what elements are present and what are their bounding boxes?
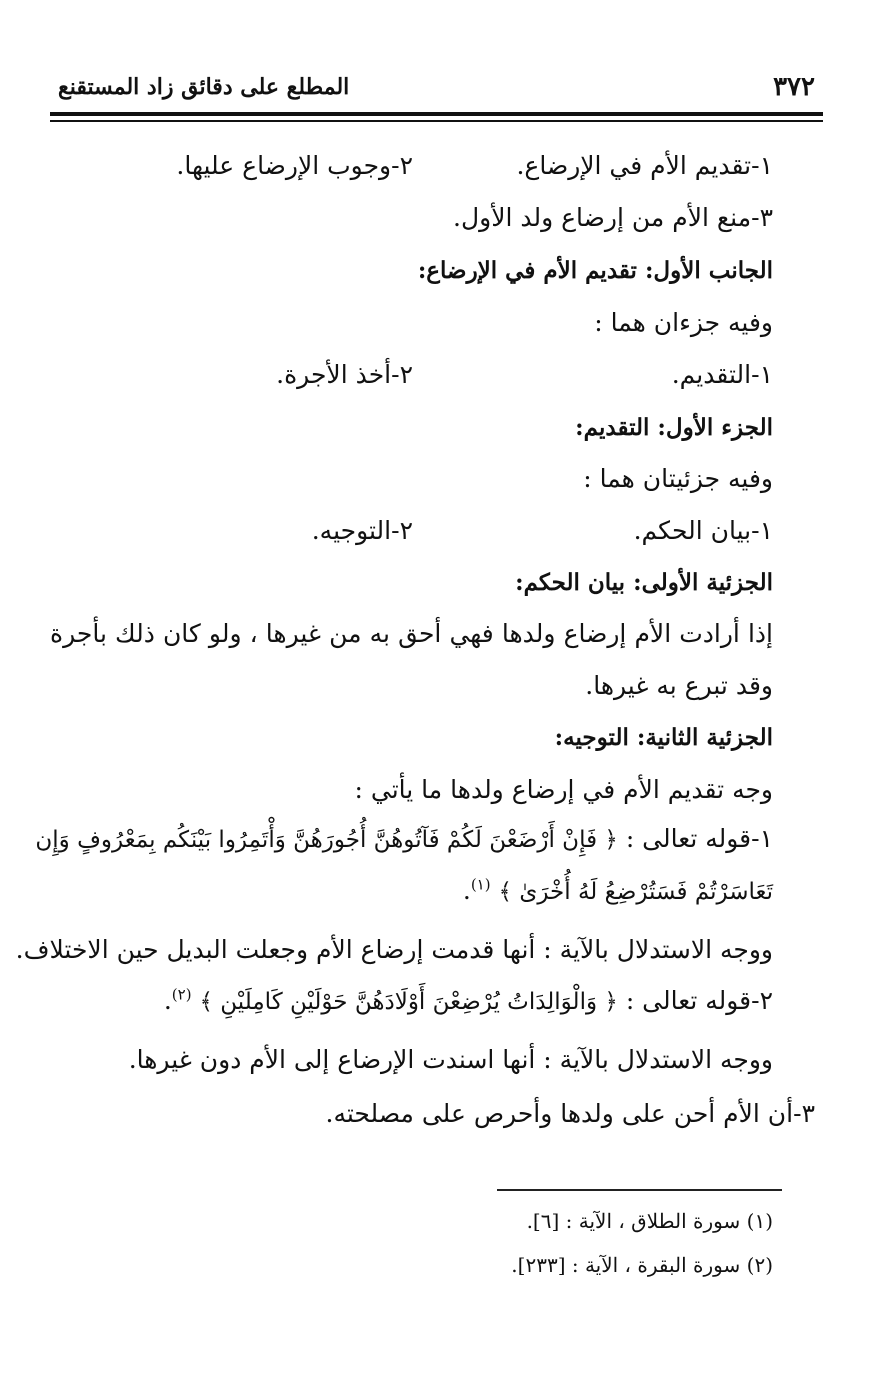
intro-3: وجه تقديم الأم في إرضاع ولدها ما يأتي : xyxy=(354,775,773,804)
section-heading-1: الجانب الأول: تقديم الأم في الإرضاع: xyxy=(417,257,773,284)
intro-1: وفيه جزءان هما : xyxy=(594,308,773,337)
evidence-1-verse-line-2: تَعَاسَرْتُمْ فَسَتُرْضِعُ لَهُ أُخْرَىٰ ﴾ xyxy=(498,879,773,905)
list1-item1: ١-تقديم الأم في الإرضاع. xyxy=(516,151,773,180)
evidence-1-reasoning: ووجه الاستدلال بالآية : أنها قدمت إرضاع الأم وجعلت البديل حين الاختلاف. xyxy=(15,935,773,964)
list2-item2: ٢-أخذ الأجرة. xyxy=(276,360,413,389)
footnote-separator xyxy=(497,1189,782,1191)
section-heading-2: الجزء الأول: التقديم: xyxy=(575,414,773,441)
evidence-1-line-1 xyxy=(35,822,773,857)
evidence-1-verse-line-1: ﴿ فَإِنْ أَرْضَعْنَ لَكُمْ فَآتُوهُنَّ أُجُورَهُنَّ وَأْتَمِرُوا بَيْنَكُم بِمَعْرُوفٍ وَإِن xyxy=(35,827,618,853)
header-rule-thick xyxy=(50,112,823,116)
evidence-2-verse: ﴿ وَالْوَالِدَاتُ يُرْضِعْنَ أَوْلَادَهُنَّ حَوْلَيْنِ كَامِلَيْنِ ﴾ xyxy=(199,989,618,1015)
section-heading-3: الجزئية الأولى: بيان الحكم: xyxy=(515,569,773,596)
evidence-3: ٣-أن الأم أحن على ولدها وأحرص على مصلحته. xyxy=(325,1099,815,1128)
book-title: المطلع على دقائق زاد المستقنع xyxy=(58,74,350,100)
list1-item3: ٣-منع الأم من إرضاع ولد الأول. xyxy=(453,203,773,232)
evidence-1-line-2: تَعَاسَرْتُمْ فَسَتُرْضِعُ لَهُ أُخْرَىٰ ﴾ $^{(١)}$. xyxy=(462,875,773,905)
header-rule-thin xyxy=(50,120,823,122)
section-heading-4: الجزئية الثانية: التوجيه: xyxy=(554,724,773,751)
intro-2: وفيه جزئيتان هما : xyxy=(583,464,773,493)
footnote-1: (١) سورة الطلاق ، الآية : [٦]. xyxy=(526,1209,773,1233)
list3-item1: ١-بيان الحكم. xyxy=(633,516,773,545)
paragraph-1-line-2: وقد تبرع به غيرها. xyxy=(585,671,773,700)
page-header xyxy=(50,64,823,112)
list3-item2: ٢-التوجيه. xyxy=(311,516,413,545)
evidence-2-prefix: ٢-قوله تعالى : xyxy=(625,986,773,1015)
list2-item1: ١-التقديم. xyxy=(671,360,773,389)
list1-item2: ٢-وجوب الإرضاع عليها. xyxy=(176,151,413,180)
evidence-2-reasoning: ووجه الاستدلال بالآية : أنها اسندت الإرضاع إلى الأم دون غيرها. xyxy=(128,1045,773,1074)
paragraph-1-line-1: إذا أرادت الأم إرضاع ولدها فهي أحق به من غيرها ، ولو كان ذلك بأجرة xyxy=(50,619,773,648)
footnote-2: (٢) سورة البقرة ، الآية : [٢٣٣]. xyxy=(511,1253,773,1277)
footnote-ref-2: (٢) xyxy=(171,985,192,1004)
page-number: ٣٧٢ xyxy=(773,72,815,102)
evidence-2-line: ٢-قوله تعالى : ﴿ وَالْوَالِدَاتُ يُرْضِعْنَ أَوْلَادَهُنَّ حَوْلَيْنِ كَامِلَيْنِ ﴾ $^{(٢)}$. xyxy=(163,985,773,1015)
footnote-ref-1: (١) xyxy=(470,875,491,894)
evidence-1-prefix: ١-قوله تعالى : xyxy=(625,824,773,853)
